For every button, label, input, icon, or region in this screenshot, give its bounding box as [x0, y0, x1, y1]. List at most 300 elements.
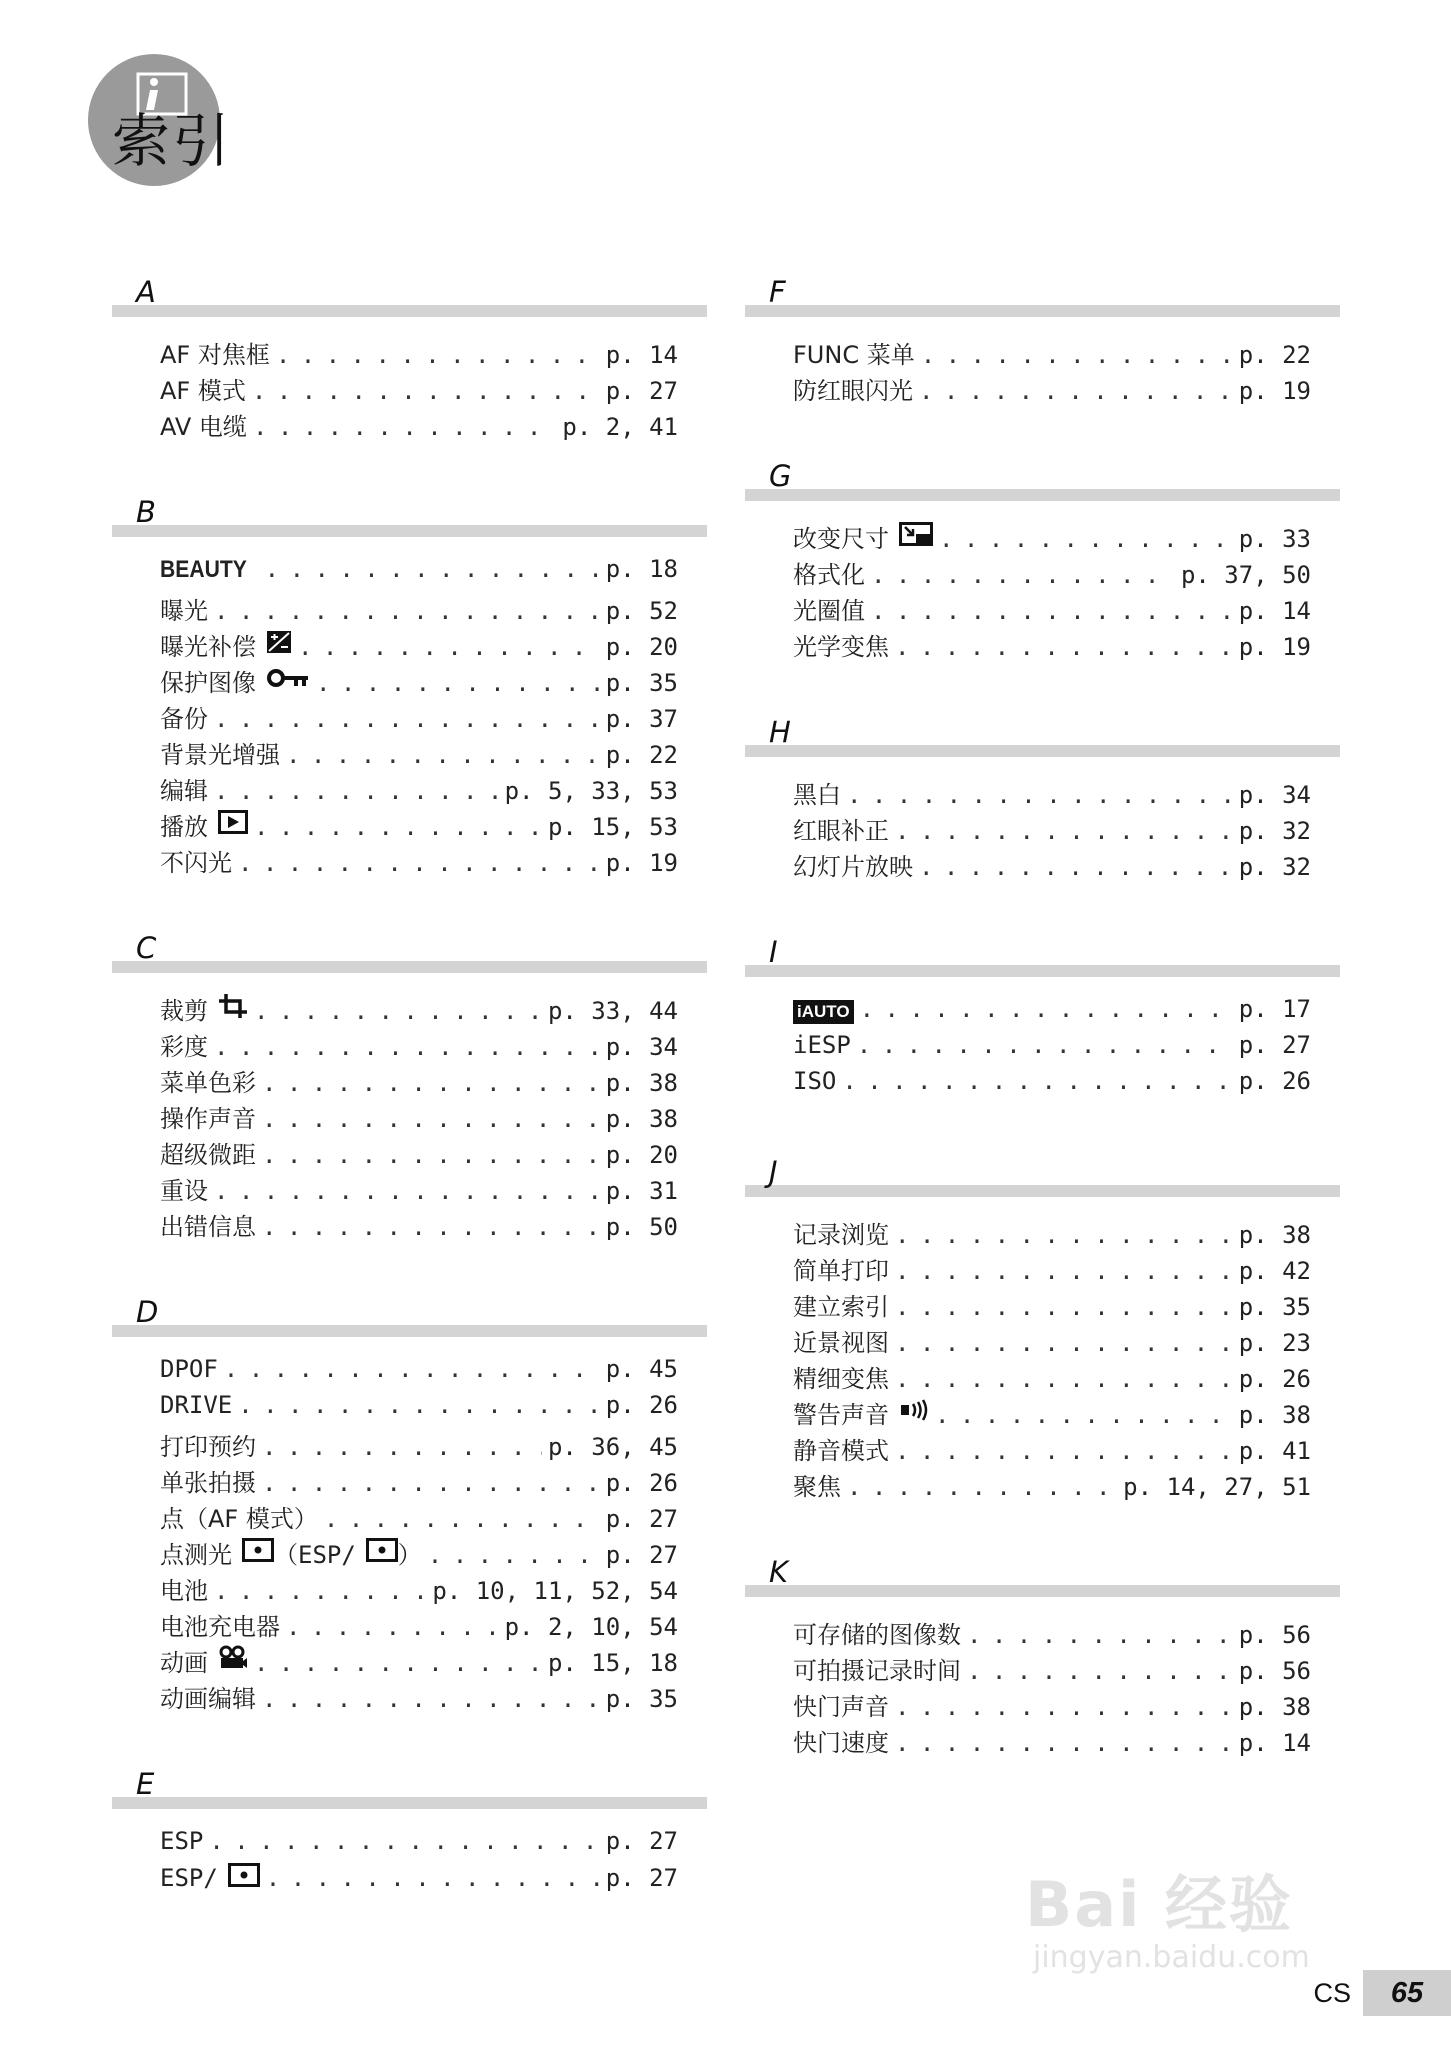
leader-dots — [871, 561, 1175, 589]
index-section-i — [745, 925, 1340, 1103]
entry-page-ref[interactable]: p. 41 — [1238, 1437, 1311, 1465]
entry-term — [160, 991, 248, 1026]
entry-term — [160, 371, 246, 406]
entry-page-ref[interactable]: p. 32 — [1238, 817, 1311, 845]
entry-term — [160, 627, 292, 662]
entry-page-ref[interactable]: p. 27 — [1238, 1031, 1311, 1059]
entry-term — [793, 627, 889, 662]
section-header — [112, 1285, 707, 1337]
iauto-badge: iAUTO — [793, 1000, 854, 1024]
entry-page-ref[interactable]: p. 15, 18 — [547, 1649, 678, 1677]
entry-list — [112, 1337, 678, 1715]
entry-term — [160, 591, 208, 626]
index-entry[interactable] — [160, 1027, 678, 1063]
entry-term — [793, 847, 913, 882]
entry-label: 背景光增强 — [160, 741, 280, 769]
entry-label: 光学变焦 — [793, 633, 889, 661]
entry-label: 编辑 — [160, 777, 208, 805]
entry-label: 不闪光 — [160, 849, 232, 877]
entry-page-ref[interactable]: p. 35 — [605, 1685, 678, 1713]
index-entry[interactable] — [793, 1359, 1311, 1395]
index-entry[interactable] — [160, 1171, 678, 1207]
entry-term — [160, 699, 208, 734]
index-entry[interactable] — [160, 735, 678, 771]
entry-term — [793, 1687, 889, 1722]
leader-dots — [857, 1031, 1233, 1059]
entry-page-ref[interactable]: p. 22 — [1238, 341, 1311, 369]
entry-page-ref[interactable]: p. 22 — [605, 741, 678, 769]
entry-label: ESP — [160, 1827, 204, 1855]
entry-page-ref[interactable]: p. 14 — [1238, 597, 1311, 625]
index-section-j — [745, 1145, 1340, 1503]
index-column-left — [112, 265, 707, 1941]
index-header — [88, 54, 348, 194]
entry-term — [160, 1827, 203, 1855]
entry-label: ESP/ — [160, 1864, 218, 1892]
leader-dots — [262, 1213, 600, 1241]
entry-term — [160, 1571, 208, 1606]
entry-label: ISO — [793, 1067, 837, 1095]
leader-dots — [871, 597, 1233, 625]
index-entry[interactable] — [793, 1615, 1311, 1651]
entry-term — [160, 771, 208, 806]
entry-label: 打印预约 — [160, 1433, 256, 1461]
entry-page-ref[interactable]: p. 27 — [605, 1864, 678, 1892]
entry-term — [160, 1099, 256, 1134]
entry-page-ref[interactable]: p. 50 — [605, 1213, 678, 1241]
entry-page-ref[interactable]: p. 15, 53 — [547, 813, 678, 841]
entry-label: 快门速度 — [793, 1729, 889, 1757]
entry-page-ref[interactable]: p. 27 — [605, 1505, 678, 1533]
entry-term — [160, 1027, 208, 1062]
entry-term — [160, 1135, 256, 1170]
leader-dots — [262, 1433, 542, 1461]
section-header — [112, 921, 707, 973]
entry-list — [745, 757, 1311, 883]
section-letter: E — [136, 1767, 155, 1801]
entry-page-ref[interactable]: p. 35 — [1238, 1293, 1311, 1321]
leader-dots — [967, 1657, 1233, 1685]
entry-label: BEAUTY — [160, 556, 247, 583]
entry-term — [160, 1863, 260, 1893]
entry-term — [160, 556, 259, 584]
entry-term — [793, 1723, 889, 1758]
leader-dots — [266, 1864, 600, 1892]
index-section-a — [112, 265, 707, 443]
leader-dots — [252, 377, 600, 405]
index-entry[interactable] — [793, 627, 1311, 663]
entry-page-ref[interactable]: p. 26 — [605, 1391, 678, 1419]
leader-dots — [214, 1033, 600, 1061]
index-entry[interactable] — [793, 1323, 1311, 1359]
section-header — [745, 925, 1340, 977]
index-entry[interactable] — [160, 407, 678, 443]
entry-label: 警告声音 — [793, 1401, 889, 1429]
crop-icon — [218, 993, 248, 1025]
entry-term — [793, 1067, 836, 1095]
entry-term — [160, 1535, 422, 1570]
entry-label: 裁剪 — [160, 997, 208, 1025]
entry-page-ref[interactable]: p. 2, 41 — [562, 413, 678, 441]
index-entry[interactable] — [160, 1607, 678, 1643]
entry-label: （ESP/ — [274, 1541, 356, 1569]
entry-page-ref[interactable]: p. 45 — [605, 1355, 678, 1383]
entry-page-ref[interactable]: p. 14, 27, 51 — [1123, 1473, 1311, 1501]
entry-term — [793, 1215, 889, 1250]
entry-page-ref[interactable]: p. 18 — [605, 555, 678, 583]
entry-label: 改变尺寸 — [793, 525, 889, 553]
leader-dots — [895, 1329, 1233, 1357]
section-header — [112, 265, 707, 317]
index-entry[interactable] — [793, 1251, 1311, 1287]
entry-term — [160, 1679, 256, 1714]
leader-dots — [428, 1541, 600, 1569]
entry-label: FUNC 菜单 — [793, 341, 915, 369]
entry-label: 点（AF 模式） — [160, 1505, 318, 1533]
index-entry[interactable] — [793, 1431, 1311, 1467]
entry-term — [793, 775, 841, 810]
entry-label: 近景视图 — [793, 1329, 889, 1357]
leader-dots — [276, 341, 600, 369]
entry-page-ref[interactable]: p. 14 — [1238, 1729, 1311, 1757]
index-entry[interactable] — [160, 807, 678, 843]
leader-dots — [895, 633, 1233, 661]
section-letter: B — [136, 495, 156, 529]
protect-key-icon — [266, 666, 310, 696]
entry-label: DPOF — [160, 1355, 218, 1383]
entry-label: AF 模式 — [160, 377, 246, 405]
entry-label: 可拍摄记录时间 — [793, 1657, 961, 1685]
index-entry[interactable] — [160, 1679, 678, 1715]
entry-label: DRIVE — [160, 1391, 233, 1419]
index-entry[interactable] — [793, 1687, 1311, 1723]
entry-page-ref[interactable]: p. 23 — [1238, 1329, 1311, 1357]
index-entry[interactable] — [160, 1355, 678, 1391]
leader-dots — [286, 741, 600, 769]
entry-term — [793, 1323, 889, 1358]
entry-label: 重设 — [160, 1177, 208, 1205]
index-entry[interactable] — [160, 627, 678, 663]
entry-label: 保护图像 — [160, 669, 256, 697]
entry-term — [160, 1607, 280, 1642]
play-icon — [218, 810, 248, 840]
entry-term — [793, 1615, 961, 1650]
entry-page-ref[interactable]: p. 31 — [605, 1177, 678, 1205]
index-section-b — [112, 485, 707, 879]
section-letter: G — [769, 459, 792, 493]
speaker-icon — [899, 1398, 929, 1428]
entry-label: 彩度 — [160, 1033, 208, 1061]
entry-term — [793, 1359, 889, 1394]
index-entry[interactable] — [160, 1207, 678, 1243]
language-code: CS — [1313, 1977, 1351, 2008]
entry-term — [160, 1643, 248, 1678]
section-letter: I — [769, 935, 778, 969]
entry-page-ref[interactable]: p. 37, 50 — [1180, 561, 1311, 589]
index-entry[interactable] — [160, 771, 678, 807]
index-section-h — [745, 705, 1340, 883]
entry-label: 菜单色彩 — [160, 1069, 256, 1097]
entry-list — [745, 1197, 1311, 1503]
entry-term — [160, 1499, 318, 1534]
leader-dots — [253, 413, 556, 441]
leader-dots — [262, 1069, 600, 1097]
leader-dots — [860, 995, 1233, 1023]
leader-dots — [921, 341, 1233, 369]
index-entry[interactable] — [793, 1651, 1311, 1687]
index-entry[interactable] — [160, 1643, 678, 1679]
entry-list — [112, 973, 678, 1243]
index-entry[interactable] — [793, 519, 1311, 555]
index-entry[interactable] — [160, 371, 678, 407]
index-entry[interactable] — [160, 1063, 678, 1099]
index-entry[interactable] — [160, 1463, 678, 1499]
entry-page-ref[interactable]: p. 14 — [605, 341, 678, 369]
index-entry[interactable] — [160, 1135, 678, 1171]
entry-label: 单张拍摄 — [160, 1469, 256, 1497]
leader-dots — [214, 597, 600, 625]
entry-page-ref[interactable]: p. 26 — [1238, 1365, 1311, 1393]
leader-dots — [324, 1505, 600, 1533]
entry-page-ref[interactable]: p. 34 — [605, 1033, 678, 1061]
entry-list — [745, 977, 1311, 1103]
entry-label: 防红眼闪光 — [793, 377, 913, 405]
entry-page-ref[interactable]: p. 10, 11, 52, 54 — [432, 1577, 678, 1605]
entry-label: ） — [397, 1541, 422, 1569]
index-section-k — [745, 1545, 1340, 1759]
leader-dots — [214, 1177, 600, 1205]
watermark-url: jingyan.baidu.com — [1033, 1940, 1310, 1975]
entry-term — [160, 1463, 256, 1498]
index-entry[interactable] — [793, 1723, 1311, 1759]
entry-label: 建立索引 — [793, 1293, 889, 1321]
entry-page-ref[interactable]: p. 56 — [1238, 1657, 1311, 1685]
leader-dots — [935, 1401, 1233, 1429]
entry-term — [160, 843, 232, 878]
entry-label: AV 电缆 — [160, 413, 247, 441]
entry-term — [160, 1171, 208, 1206]
entry-term — [160, 1063, 256, 1098]
leader-dots — [919, 853, 1233, 881]
entry-list — [745, 501, 1311, 663]
leader-dots — [214, 1577, 426, 1605]
entry-page-ref[interactable]: p. 26 — [605, 1469, 678, 1497]
page-number: 65 — [1363, 1970, 1451, 2016]
section-header — [745, 1145, 1340, 1197]
section-header — [745, 449, 1340, 501]
section-letter: K — [769, 1555, 789, 1589]
entry-page-ref[interactable]: p. 2, 10, 54 — [504, 1613, 678, 1641]
entry-term — [793, 1395, 929, 1430]
index-entry[interactable] — [160, 1535, 678, 1571]
section-header — [745, 265, 1340, 317]
entry-term — [793, 1287, 889, 1322]
entry-term — [793, 555, 865, 590]
index-entry[interactable] — [160, 335, 678, 371]
entry-page-ref[interactable]: p. 27 — [605, 377, 678, 405]
index-entry[interactable] — [793, 555, 1311, 591]
index-entry[interactable] — [793, 1215, 1311, 1251]
entry-label: 曝光 — [160, 597, 208, 625]
entry-page-ref[interactable]: p. 27 — [605, 1827, 678, 1855]
entry-term — [160, 663, 310, 698]
index-entry[interactable] — [793, 371, 1311, 407]
index-entry[interactable] — [793, 1395, 1311, 1431]
entry-label: 精细变焦 — [793, 1365, 889, 1393]
index-entry[interactable] — [793, 847, 1311, 883]
entry-label: 操作声音 — [160, 1105, 256, 1133]
entry-page-ref[interactable]: p. 38 — [605, 1069, 678, 1097]
entry-list — [112, 317, 678, 443]
entry-term — [793, 371, 913, 406]
leader-dots — [298, 633, 600, 661]
index-entry[interactable] — [793, 1467, 1311, 1503]
entry-page-ref[interactable]: p. 42 — [1238, 1257, 1311, 1285]
entry-page-ref[interactable]: p. 34 — [1238, 781, 1311, 809]
entry-page-ref[interactable]: p. 27 — [605, 1541, 678, 1569]
entry-label: 备份 — [160, 705, 208, 733]
entry-term — [793, 591, 865, 626]
index-entry[interactable] — [160, 1427, 678, 1463]
entry-label: 记录浏览 — [793, 1221, 889, 1249]
entry-page-ref[interactable]: p. 36, 45 — [547, 1433, 678, 1461]
entry-term — [160, 1207, 256, 1242]
resize-icon — [899, 522, 933, 552]
entry-page-ref[interactable]: p. 37 — [605, 705, 678, 733]
entry-page-ref[interactable]: p. 56 — [1238, 1621, 1311, 1649]
exposure-compensation-icon — [266, 630, 292, 660]
index-entry[interactable] — [160, 1391, 678, 1427]
entry-label: 幻灯片放映 — [793, 853, 913, 881]
spot-metering-icon — [366, 1538, 398, 1568]
entry-label: 格式化 — [793, 561, 865, 589]
spot-metering-icon — [242, 1538, 274, 1568]
entry-page-ref[interactable]: p. 38 — [1238, 1693, 1311, 1721]
index-entry[interactable] — [160, 555, 678, 591]
entry-list — [112, 537, 678, 879]
leader-dots — [847, 1473, 1117, 1501]
watermark — [1025, 1855, 1310, 1975]
index-entry[interactable] — [793, 335, 1311, 371]
entry-list — [745, 1597, 1311, 1759]
entry-page-ref[interactable]: p. 26 — [1238, 1067, 1311, 1095]
index-section-d — [112, 1285, 707, 1715]
entry-page-ref[interactable]: p. 38 — [605, 1105, 678, 1133]
leader-dots — [224, 1355, 600, 1383]
entry-page-ref[interactable]: p. 33 — [1238, 525, 1311, 553]
entry-page-ref[interactable]: p. 19 — [1238, 633, 1311, 661]
index-entry[interactable] — [160, 663, 678, 699]
entry-page-ref[interactable]: p. 35 — [605, 669, 678, 697]
movie-camera-icon — [218, 1645, 248, 1677]
index-entry[interactable] — [793, 811, 1311, 847]
index-section-c — [112, 921, 707, 1243]
index-entry[interactable] — [160, 591, 678, 627]
index-entry[interactable] — [793, 1287, 1311, 1323]
entry-label: 红眼补正 — [793, 817, 889, 845]
page-footer — [1313, 1970, 1451, 2016]
entry-page-ref[interactable]: p. 32 — [1238, 853, 1311, 881]
entry-label: 快门声音 — [793, 1693, 889, 1721]
index-entry[interactable] — [793, 775, 1311, 811]
entry-term — [793, 1431, 889, 1466]
section-letter: D — [136, 1295, 159, 1329]
index-entry[interactable] — [160, 991, 678, 1027]
leader-dots — [895, 1221, 1233, 1249]
entry-label: 点测光 — [160, 1541, 232, 1569]
index-entry[interactable] — [160, 1827, 678, 1863]
leader-dots — [262, 1141, 600, 1169]
index-entry[interactable] — [793, 1031, 1311, 1067]
entry-label: iESP — [793, 1031, 851, 1059]
entry-page-ref[interactable]: p. 52 — [605, 597, 678, 625]
entry-list — [745, 317, 1311, 407]
index-entry[interactable] — [160, 1571, 678, 1607]
entry-label: 出错信息 — [160, 1213, 256, 1241]
entry-page-ref[interactable]: p. 20 — [605, 633, 678, 661]
index-entry[interactable] — [160, 699, 678, 735]
section-letter: H — [769, 715, 791, 749]
leader-dots — [254, 1649, 542, 1677]
entry-term — [793, 1467, 841, 1502]
entry-term — [793, 1000, 854, 1024]
index-column-right — [745, 265, 1340, 1801]
entry-term — [793, 1031, 851, 1059]
section-letter: F — [769, 275, 786, 309]
leader-dots — [238, 849, 600, 877]
entry-page-ref[interactable]: p. 19 — [1238, 377, 1311, 405]
entry-page-ref[interactable]: p. 38 — [1238, 1221, 1311, 1249]
entry-term — [160, 1355, 218, 1383]
entry-label: 动画 — [160, 1649, 208, 1677]
entry-page-ref[interactable]: p. 17 — [1238, 995, 1311, 1023]
entry-term — [793, 335, 915, 370]
leader-dots — [265, 555, 600, 583]
leader-dots — [238, 1391, 600, 1419]
entry-term — [160, 1391, 232, 1419]
leader-dots — [895, 817, 1233, 845]
leader-dots — [895, 1729, 1233, 1757]
entry-label: 可存储的图像数 — [793, 1621, 961, 1649]
section-letter: J — [769, 1155, 778, 1189]
entry-label: 曝光补偿 — [160, 633, 256, 661]
leader-dots — [262, 1105, 600, 1133]
index-entry[interactable] — [793, 1067, 1311, 1103]
leader-dots — [895, 1257, 1233, 1285]
leader-dots — [847, 781, 1233, 809]
leader-dots — [262, 1685, 600, 1713]
entry-page-ref[interactable]: p. 19 — [605, 849, 678, 877]
entry-page-ref[interactable]: p. 5, 33, 53 — [504, 777, 678, 805]
index-entry[interactable] — [160, 1863, 678, 1899]
index-entry[interactable] — [160, 843, 678, 879]
entry-page-ref[interactable]: p. 38 — [1238, 1401, 1311, 1429]
leader-dots — [214, 705, 600, 733]
entry-label: 超级微距 — [160, 1141, 256, 1169]
entry-term — [160, 1427, 256, 1462]
entry-term — [160, 407, 247, 442]
index-entry[interactable] — [160, 1499, 678, 1535]
index-entry[interactable] — [793, 995, 1311, 1031]
entry-page-ref[interactable]: p. 33, 44 — [547, 997, 678, 1025]
leader-dots — [919, 377, 1233, 405]
entry-label: 播放 — [160, 813, 208, 841]
entry-term — [160, 735, 280, 770]
index-entry[interactable] — [160, 1099, 678, 1135]
entry-page-ref[interactable]: p. 20 — [605, 1141, 678, 1169]
leader-dots — [939, 525, 1233, 553]
index-entry[interactable] — [793, 591, 1311, 627]
